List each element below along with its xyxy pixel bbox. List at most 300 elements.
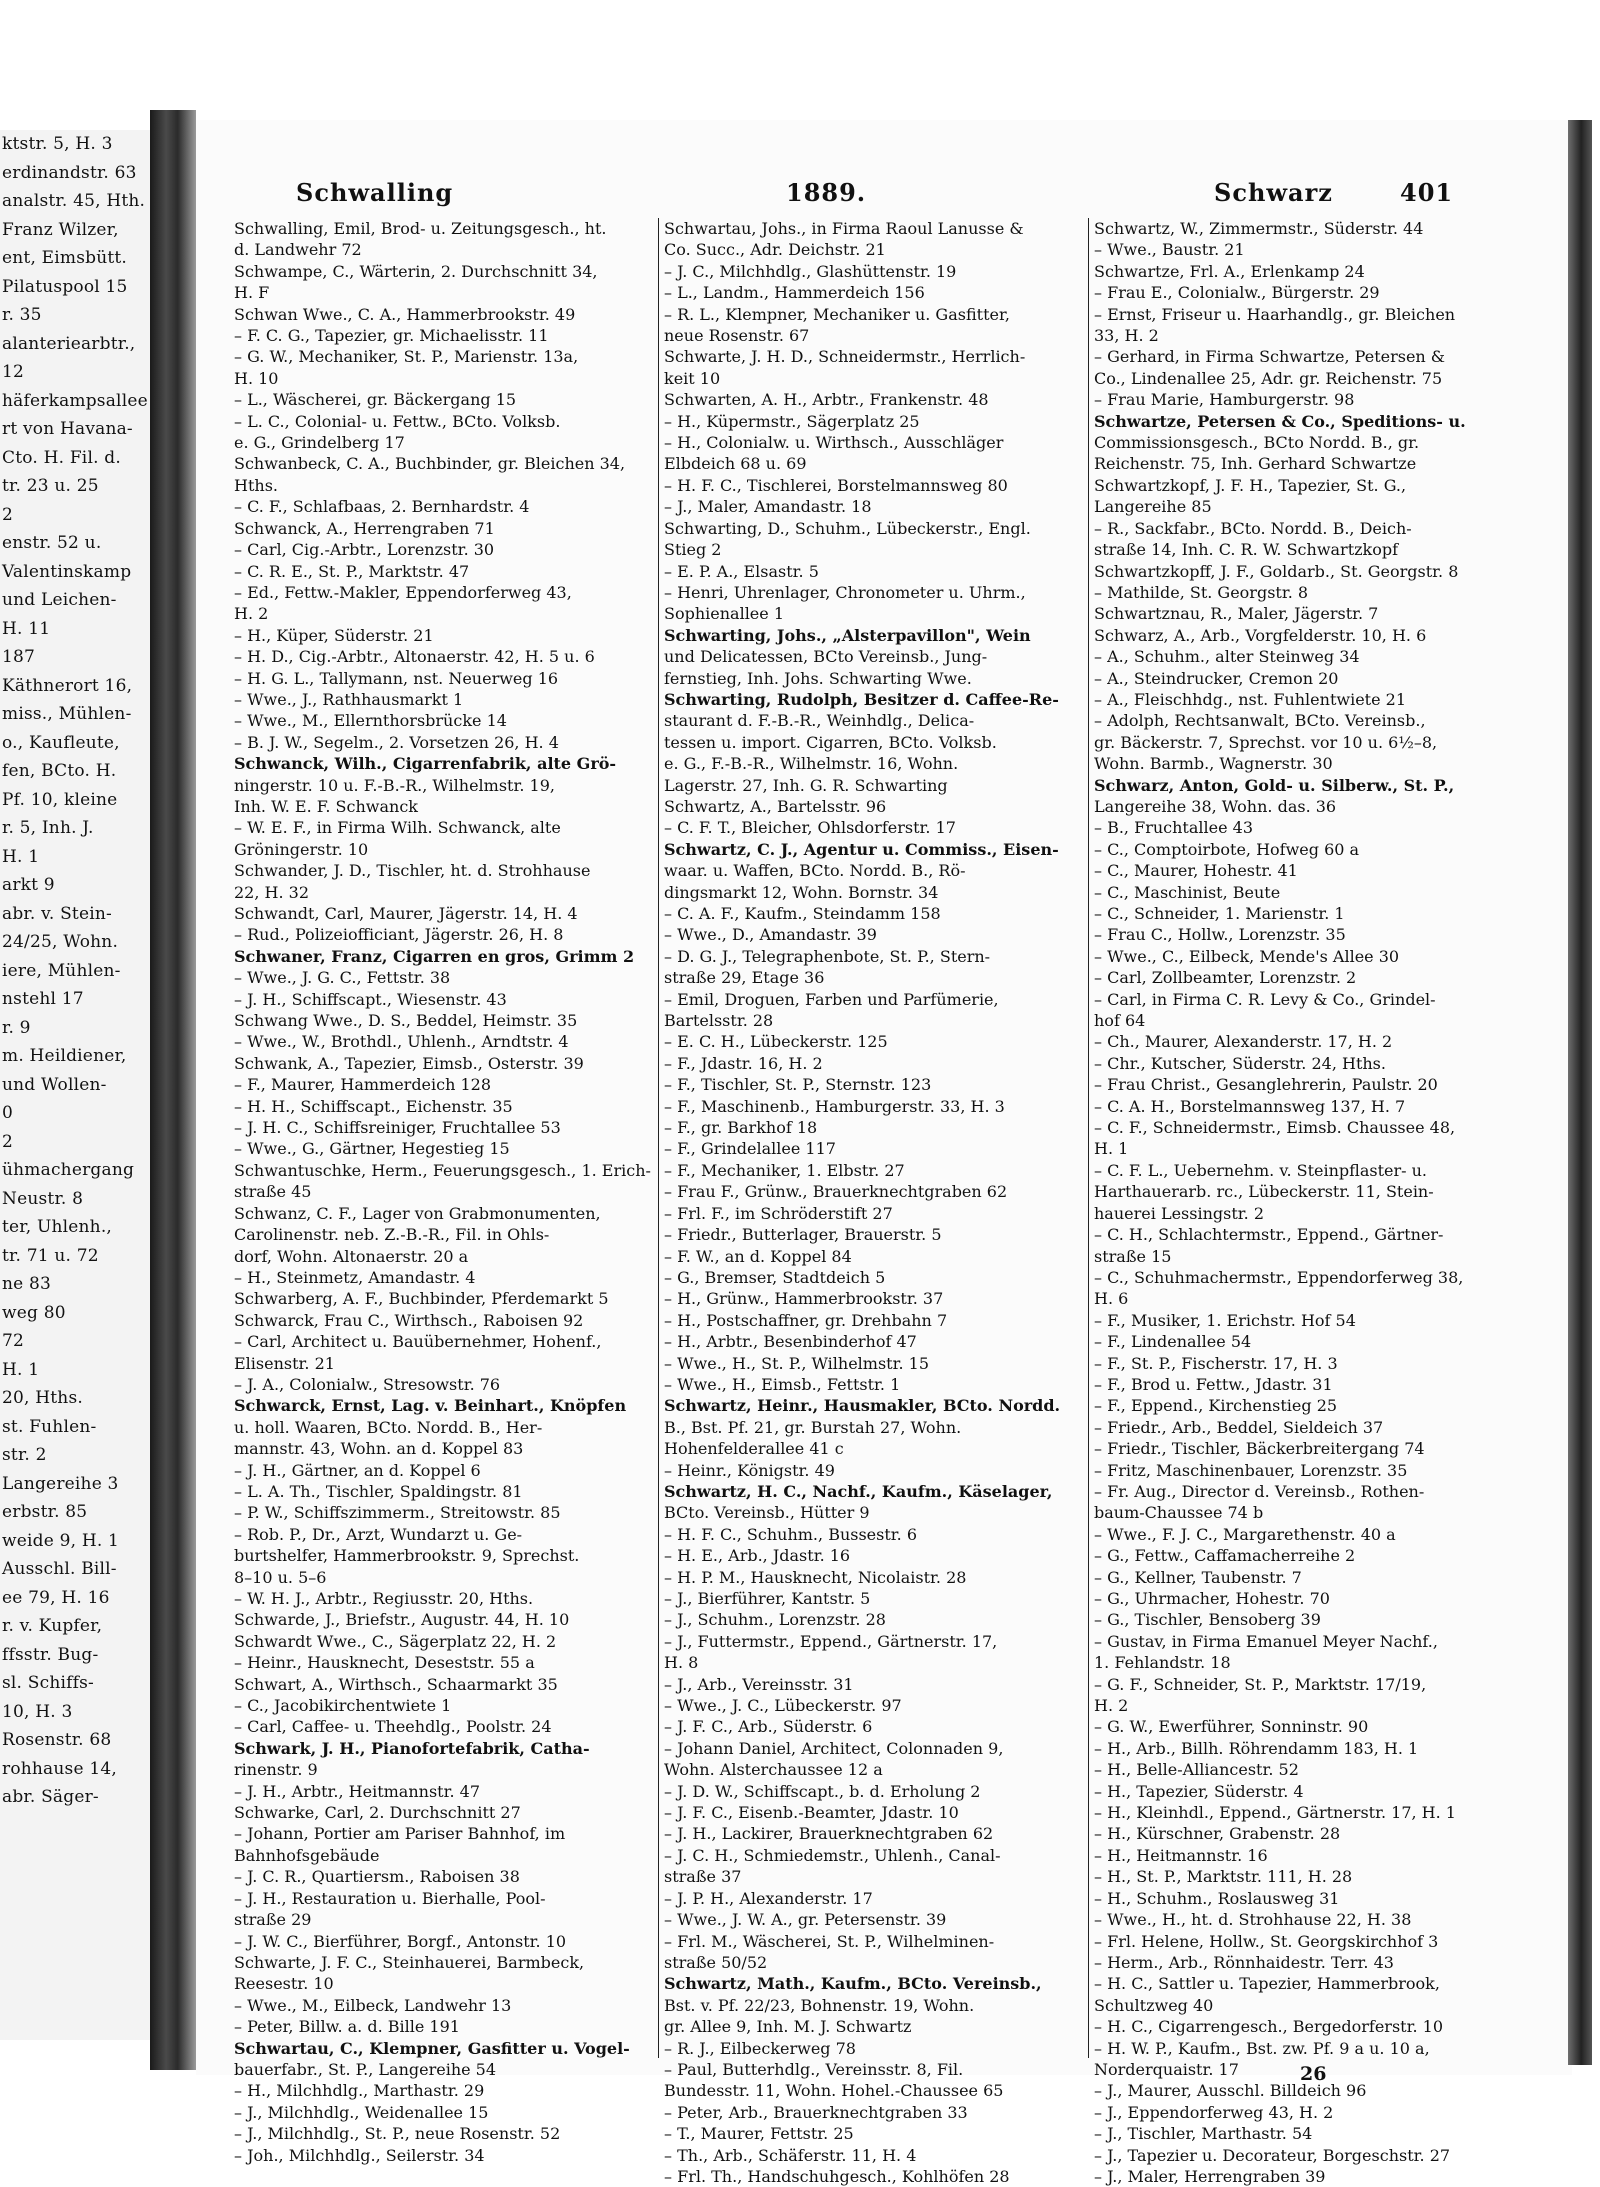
directory-entry: Schwarte, J. H. D., Schneidermstr., Herrlich- <box>664 347 1026 367</box>
directory-entry: Schwartz, C. J., Agentur u. Commiss., Eisen- <box>664 839 1059 859</box>
directory-entry: – E. C. H., Lübeckerstr. 125 <box>664 1032 888 1052</box>
directory-entry: Schwarz, Anton, Gold- u. Silberw., St. P., <box>1094 775 1455 795</box>
directory-entry: Schwander, J. D., Tischler, ht. d. Strohhause <box>234 861 591 881</box>
directory-entry: 1. Fehlandstr. 18 <box>1094 1653 1231 1673</box>
left-page-fragment: ter, Uhlenh., <box>2 1217 113 1237</box>
directory-entry: – Fritz, Maschinenbauer, Lorenzstr. 35 <box>1094 1460 1408 1480</box>
directory-entry: Schwardt Wwe., C., Sägerplatz 22, H. 2 <box>234 1631 557 1651</box>
left-page-fragment: m. Heildiener, <box>2 1046 127 1066</box>
directory-entry: – C., Maschinist, Beute <box>1094 882 1281 902</box>
left-page-fragment: H. 11 <box>2 618 51 639</box>
directory-entry: – H., Arbtr., Besenbinderhof 47 <box>664 1332 917 1352</box>
directory-entry: burtshelfer, Hammerbrookstr. 9, Sprechst. <box>234 1546 580 1566</box>
left-page-fragment: Rosenstr. 68 <box>2 1730 112 1750</box>
directory-entry: – R. J., Eilbeckerweg 78 <box>664 2038 856 2058</box>
directory-entry: – G. F., Schneider, St. P., Marktstr. 17/19, <box>1094 1674 1427 1694</box>
directory-page <box>196 120 1572 2186</box>
left-page-fragment: fen, BCto. H. <box>2 761 117 781</box>
directory-entry: dorf, Wohn. Altonaerstr. 20 a <box>234 1246 469 1266</box>
directory-entry: – Henri, Uhrenlager, Chronometer u. Uhrm., <box>664 582 1026 602</box>
directory-entry: – G., Tischler, Bensoberg 39 <box>1094 1610 1321 1630</box>
directory-entry: – L. C., Colonial- u. Fettw., BCto. Volksb. <box>234 411 561 431</box>
directory-entry: Co., Lindenallee 25, Adr. gr. Reichenstr. 75 <box>1094 368 1443 388</box>
directory-entry: Schwampe, C., Wärterin, 2. Durchschnitt 34, <box>234 261 598 281</box>
left-page-fragment: tr. 23 u. 25 <box>2 476 99 496</box>
directory-entry: Schultzweg 40 <box>1094 1995 1214 2015</box>
directory-entry: – C. A. H., Borstelmannsweg 137, H. 7 <box>1094 1096 1406 1116</box>
directory-entry: – C. R. E., St. P., Marktstr. 47 <box>234 561 470 581</box>
left-page-fragment: nstehl 17 <box>2 989 84 1009</box>
header-left-catchword: Schwalling <box>296 178 454 207</box>
directory-entry: – J. A., Colonialw., Stresowstr. 76 <box>234 1374 501 1394</box>
directory-entry: H. 2 <box>1094 1696 1129 1716</box>
directory-entry: Elbdeich 68 u. 69 <box>664 454 807 474</box>
directory-entry: Schwartz, Math., Kaufm., BCto. Vereinsb., <box>664 1974 1042 1994</box>
directory-entry: straße 45 <box>234 1182 312 1202</box>
directory-entry: Schwarz, A., Arb., Vorgfelderstr. 10, H. 6 <box>1094 625 1427 645</box>
directory-entry: bauerfabr., St. P., Langereihe 54 <box>234 2059 497 2079</box>
directory-entry: Harthauerarb. rc., Lübeckerstr. 11, Stein- <box>1094 1182 1434 1202</box>
directory-entry: Schwan Wwe., C. A., Hammerbrookstr. 49 <box>234 304 576 324</box>
left-page-fragment: Valentinskamp <box>2 561 132 582</box>
directory-entry: fernstieg, Inh. Johs. Schwarting Wwe. <box>664 668 972 688</box>
directory-entry: – J. H., Arbtr., Heitmannstr. 47 <box>234 1781 481 1801</box>
directory-entry: – J. P. H., Alexanderstr. 17 <box>664 1888 873 1908</box>
directory-entry: Schwark, J. H., Pianofortefabrik, Catha- <box>234 1738 590 1758</box>
directory-entry: – P. W., Schiffszimmerm., Streitowstr. 85 <box>234 1503 561 1523</box>
directory-entry: – Frl. F., im Schröderstift 27 <box>664 1203 893 1223</box>
directory-entry: – H. P. M., Hausknecht, Nicolaistr. 28 <box>664 1567 967 1587</box>
left-page-fragment: Cto. H. Fil. d. <box>2 447 121 468</box>
left-page-fragment: H. 1 <box>2 846 40 867</box>
left-page-fragment: arkt 9 <box>2 875 55 895</box>
directory-entry: Wohn. Alsterchaussee 12 a <box>664 1760 883 1780</box>
directory-entry: – J., Maler, Amandastr. 18 <box>664 497 872 517</box>
left-page-fragment: erdinandstr. 63 <box>2 162 137 183</box>
left-page-fragment: rohhause 14, <box>2 1758 117 1779</box>
column-1 <box>234 218 652 2166</box>
directory-entry: Carolinenstr. neb. Z.-B.-R., Fil. in Ohls- <box>234 1225 550 1245</box>
directory-entry: – H., Grünw., Hammerbrookstr. 37 <box>664 1289 944 1309</box>
left-page-fragment: str. 2 <box>2 1445 47 1465</box>
directory-entry: – G. W., Ewerführer, Sonninstr. 90 <box>1094 1717 1369 1737</box>
directory-entry: Bst. v. Pf. 22/23, Bohnenstr. 19, Wohn. <box>664 1995 975 2015</box>
directory-entry: – H., Colonialw. u. Wirthsch., Ausschläger <box>664 433 1004 453</box>
directory-entry: gr. Allee 9, Inh. M. J. Schwartz <box>664 2017 912 2037</box>
directory-entry: Schwartze, Frl. A., Erlenkamp 24 <box>1094 261 1365 281</box>
directory-entry: H. 10 <box>234 368 279 388</box>
directory-entry: – Carl, Caffee- u. Theehdlg., Poolstr. 24 <box>234 1717 552 1737</box>
directory-entry: Schwarke, Carl, 2. Durchschnitt 27 <box>234 1803 521 1823</box>
directory-entry: – F., Tischler, St. P., Sternstr. 123 <box>664 1075 932 1095</box>
directory-entry: – J., Tischler, Marthastr. 54 <box>1094 2124 1313 2144</box>
directory-entry: – G., Bremser, Stadtdeich 5 <box>664 1267 886 1287</box>
directory-entry: – J. H., Gärtner, an d. Koppel 6 <box>234 1460 481 1480</box>
directory-entry: Reichenstr. 75, Inh. Gerhard Schwartze <box>1094 454 1417 474</box>
directory-entry: baum-Chaussee 74 b <box>1094 1503 1264 1523</box>
left-page-fragment: Pilatuspool 15 <box>2 276 128 297</box>
directory-entry: Schwarting, Rudolph, Besitzer d. Caffee-Re- <box>664 689 1059 709</box>
left-page-fragment: 10, H. 3 <box>2 1701 73 1722</box>
directory-entry: mannstr. 43, Wohn. an d. Koppel 83 <box>234 1439 524 1459</box>
directory-entry: straße 14, Inh. C. R. W. Schwartzkopf <box>1094 540 1399 560</box>
directory-entry: Hths. <box>234 475 278 495</box>
directory-entry: H. F <box>234 283 270 303</box>
directory-entry: – A., Steindrucker, Cremon 20 <box>1094 668 1339 688</box>
left-page-fragment: ee 79, H. 16 <box>2 1587 110 1608</box>
directory-entry: – J. F. C., Eisenb.-Beamter, Jdastr. 10 <box>664 1803 959 1823</box>
left-page-fragment: 24/25, Wohn. <box>2 932 119 952</box>
directory-entry: – J. D. W., Schiffscapt., b. d. Erholung 2 <box>664 1781 981 1801</box>
directory-entry: – F., Maschinenb., Hamburgerstr. 33, H. 3 <box>664 1096 1005 1116</box>
directory-entry: – Heinr., Hausknecht, Deseststr. 55 a <box>234 1653 535 1673</box>
directory-entry: – G., Fettw., Caffamacherreihe 2 <box>1094 1546 1356 1566</box>
column-rule-1 <box>658 218 659 2058</box>
directory-entry: – F., Maurer, Hammerdeich 128 <box>234 1075 492 1095</box>
directory-entry: – C., Maurer, Hohestr. 41 <box>1094 861 1298 881</box>
directory-entry: – Peter, Arb., Brauerknechtgraben 33 <box>664 2102 968 2122</box>
directory-entry: – Wwe., Baustr. 21 <box>1094 240 1245 260</box>
directory-entry: – C. F., Schlafbaas, 2. Bernhardstr. 4 <box>234 497 530 517</box>
directory-entry: – Th., Arb., Schäferstr. 11, H. 4 <box>664 2145 917 2165</box>
directory-entry: – F., Jdastr. 16, H. 2 <box>664 1053 823 1073</box>
left-page-fragment: Käthnerort 16, <box>2 675 133 696</box>
directory-entry: – J. H., Schiffscapt., Wiesenstr. 43 <box>234 989 507 1009</box>
left-page-fragment: weg 80 <box>2 1302 66 1323</box>
directory-entry: Schwanck, Wilh., Cigarrenfabrik, alte Grö- <box>234 754 617 774</box>
directory-entry: – F., gr. Barkhof 18 <box>664 1118 818 1138</box>
left-page-fragment: r. 9 <box>2 1017 31 1038</box>
directory-entry: Schwaner, Franz, Cigarren en gros, Grimm 2 <box>234 946 635 966</box>
left-page-fragment: 0 <box>2 1103 14 1123</box>
directory-entry: – J. C. H., Schmiedemstr., Uhlenh., Canal- <box>664 1845 1001 1865</box>
left-page-fragment: ent, Eimsbütt. <box>2 248 128 268</box>
directory-entry: – Ch., Maurer, Alexanderstr. 17, H. 2 <box>1094 1032 1393 1052</box>
directory-entry: – Mathilde, St. Georgstr. 8 <box>1094 582 1309 602</box>
directory-entry: Schwarten, A. H., Arbtr., Frankenstr. 48 <box>664 390 989 410</box>
directory-entry: – Heinr., Königstr. 49 <box>664 1460 835 1480</box>
directory-entry: – Frl. Th., Handschuhgesch., Kohlhöfen 28 <box>664 2166 1010 2186</box>
directory-entry: – H., Postschaffner, gr. Drehbahn 7 <box>664 1310 948 1330</box>
directory-entry: – Joh., Milchhdlg., Seilerstr. 34 <box>234 2145 485 2165</box>
directory-entry: – F., Lindenallee 54 <box>1094 1332 1252 1352</box>
directory-entry: – Wwe., C., Eilbeck, Mende's Allee 30 <box>1094 946 1400 966</box>
directory-entry: Schwanck, A., Herrengraben 71 <box>234 518 495 538</box>
directory-entry: Schwartau, C., Klempner, Gasfitter u. Vogel- <box>234 2038 630 2058</box>
left-page-fragment: ne 83 <box>2 1274 52 1294</box>
directory-entry: – J. W. C., Bierführer, Borgf., Antonstr. 10 <box>234 1931 567 1951</box>
directory-entry: – G., Kellner, Taubenstr. 7 <box>1094 1567 1302 1587</box>
directory-entry: ningerstr. 10 u. F.-B.-R., Wilhelmstr. 19, <box>234 775 555 795</box>
directory-entry: – R., Sackfabr., BCto. Nordd. B., Deich- <box>1094 518 1412 538</box>
directory-entry: – Wwe., D., Amandastr. 39 <box>664 925 877 945</box>
directory-entry: – C. F., Schneidermstr., Eimsb. Chaussee 48, <box>1094 1118 1456 1138</box>
directory-entry: – Carl, Architect u. Bauübernehmer, Hohenf., <box>234 1332 602 1352</box>
directory-entry: – B. J. W., Segelm., 2. Vorsetzen 26, H. 4 <box>234 732 559 752</box>
directory-entry: Schwartz, H. C., Nachf., Kaufm., Käselager, <box>664 1481 1053 1501</box>
directory-entry: – C., Comptoirbote, Hofweg 60 a <box>1094 839 1360 859</box>
directory-entry: hauerei Lessingstr. 2 <box>1094 1203 1264 1223</box>
directory-entry: – H. G. L., Tallymann, nst. Neuerweg 16 <box>234 668 559 688</box>
left-page-fragment: 187 <box>2 647 36 667</box>
directory-entry: – Paul, Butterhdlg., Vereinsstr. 8, Fil. <box>664 2059 964 2079</box>
directory-entry: – Adolph, Rechtsanwalt, BCto. Vereinsb., <box>1094 711 1426 731</box>
column-2 <box>664 218 1082 2187</box>
left-page-fragment: erbstr. 85 <box>2 1502 88 1522</box>
directory-entry: – W. H. J., Arbtr., Regiusstr. 20, Hths. <box>234 1589 534 1608</box>
directory-entry: – H., Milchhdlg., Marthastr. 29 <box>234 2081 485 2101</box>
directory-entry: tessen u. import. Cigarren, BCto. Volksb. <box>664 732 997 752</box>
directory-entry: – Johann, Portier am Pariser Bahnhof, im <box>234 1824 566 1844</box>
directory-entry: BCto. Vereinsb., Hütter 9 <box>664 1503 870 1523</box>
left-page-fragment: Neustr. 8 <box>2 1188 84 1209</box>
left-page-fragment: 2 <box>2 504 14 525</box>
directory-entry: – H., Schuhm., Roslausweg 31 <box>1094 1888 1340 1908</box>
directory-entry: Schwarde, J., Briefstr., Augustr. 44, H. 10 <box>234 1610 570 1630</box>
directory-entry: Schwarck, Frau C., Wirthsch., Raboisen 92 <box>234 1310 584 1330</box>
directory-entry: Bahnhofsgebäude <box>234 1845 380 1865</box>
directory-entry: rinenstr. 9 <box>234 1760 318 1780</box>
directory-entry: – F. C. G., Tapezier, gr. Michaelisstr. 11 <box>234 326 549 346</box>
directory-entry: Schwandt, Carl, Maurer, Jägerstr. 14, H. 4 <box>234 904 578 923</box>
directory-entry: – H., Arb., Billh. Röhrendamm 183, H. 1 <box>1094 1738 1419 1758</box>
directory-entry: – H. F. C., Schuhm., Bussestr. 6 <box>664 1524 918 1544</box>
directory-entry: – J. F. C., Arb., Süderstr. 6 <box>664 1717 873 1737</box>
directory-entry: – C., Schneider, 1. Marienstr. 1 <box>1094 904 1345 923</box>
directory-entry: – C. H., Schlachtermstr., Eppend., Gärtner- <box>1094 1225 1444 1245</box>
directory-entry: Schwartz, A., Bartelsstr. 96 <box>664 796 887 816</box>
directory-entry: Schwank, A., Tapezier, Eimsb., Osterstr. 39 <box>234 1053 584 1073</box>
left-page-fragment: weide 9, H. 1 <box>2 1530 120 1551</box>
directory-entry: – H. D., Cig.-Arbtr., Altonaerstr. 42, H. 5 u. 6 <box>234 647 595 667</box>
directory-entry: – Frau C., Hollw., Lorenzstr. 35 <box>1094 925 1346 945</box>
running-header <box>196 178 1572 214</box>
directory-entry: – C., Jacobikirchentwiete 1 <box>234 1696 452 1716</box>
directory-entry: Gröningerstr. 10 <box>234 839 369 859</box>
header-year: 1889. <box>786 178 867 207</box>
directory-entry: Schwalling, Emil, Brod- u. Zeitungsgesch., ht. <box>234 219 607 238</box>
directory-entry: staurant d. F.-B.-R., Weinhdlg., Delica- <box>664 711 975 731</box>
directory-entry: – Emil, Droguen, Farben und Parfümerie, <box>664 989 999 1009</box>
left-page-fragment: Franz Wilzer, <box>2 219 119 240</box>
directory-entry: Schwartznau, R., Maler, Jägerstr. 7 <box>1094 604 1379 624</box>
directory-entry: Schwarberg, A. F., Buchbinder, Pferdemarkt 5 <box>234 1289 609 1309</box>
left-page-fragment: ühmachergang <box>2 1160 135 1180</box>
left-page-fragment: sl. Schiffs- <box>2 1673 94 1693</box>
directory-entry: Schwartau, Johs., in Firma Raoul Lanusse & <box>664 219 1024 238</box>
directory-entry: – Wwe., H., ht. d. Strohhause 22, H. 38 <box>1094 1910 1412 1930</box>
directory-entry: – H. C., Cigarrengesch., Bergedorferstr. 10 <box>1094 2017 1444 2037</box>
directory-entry: – C. F. L., Uebernehm. v. Steinpflaster- u. <box>1094 1160 1428 1180</box>
directory-entry: – Herm., Arb., Rönnhaidestr. Terr. 43 <box>1094 1952 1394 1972</box>
directory-entry: – Gerhard, in Firma Schwartze, Petersen & <box>1094 347 1446 367</box>
directory-entry: H. 1 <box>1094 1139 1129 1159</box>
directory-entry: – J., Bierführer, Kantstr. 5 <box>664 1589 871 1608</box>
left-page-fragment: enstr. 52 u. <box>2 533 102 553</box>
directory-entry: – Carl, Cig.-Arbtr., Lorenzstr. 30 <box>234 540 495 560</box>
directory-entry: Schwanbeck, C. A., Buchbinder, gr. Bleichen 34, <box>234 454 626 474</box>
directory-entry: – A., Fleischhdg., nst. Fuhlentwiete 21 <box>1094 689 1406 709</box>
directory-entry: H. 8 <box>664 1653 699 1673</box>
left-page-fragment: alanteriearbtr., <box>2 333 136 354</box>
directory-entry: – Wwe., M., Ellernthorsbrücke 14 <box>234 711 507 731</box>
left-page-fragment: 72 <box>2 1331 25 1351</box>
directory-entry: – H., Belle-Alliancestr. 52 <box>1094 1760 1299 1780</box>
signature-mark: 26 <box>1300 2063 1327 2085</box>
left-page-fragment: tr. 71 u. 72 <box>2 1245 99 1266</box>
left-page-fragment: st. Fuhlen- <box>2 1416 97 1437</box>
left-page-fragment: abr. Säger- <box>2 1787 99 1807</box>
directory-entry: – Frau F., Grünw., Brauerknechtgraben 62 <box>664 1182 1008 1202</box>
page-number: 401 <box>1400 178 1454 207</box>
directory-entry: – L. A. Th., Tischler, Spaldingstr. 81 <box>234 1481 523 1501</box>
directory-entry: Norderquaistr. 17 <box>1094 2059 1239 2079</box>
directory-entry: – Fr. Aug., Director d. Vereinsb., Rothen- <box>1094 1481 1425 1501</box>
directory-entry: – J., Milchhdlg., St. P., neue Rosenstr. 52 <box>234 2124 561 2144</box>
column-3 <box>1094 218 1512 2187</box>
directory-entry: – H., Tapezier, Süderstr. 4 <box>1094 1781 1304 1801</box>
directory-entry: – J., Schuhm., Lorenzstr. 28 <box>664 1610 886 1630</box>
left-page-fragment: rt von Havana- <box>2 419 133 439</box>
directory-entry: – G., Uhrmacher, Hohestr. 70 <box>1094 1589 1330 1608</box>
directory-entry: – H., St. P., Marktstr. 111, H. 28 <box>1094 1867 1353 1887</box>
directory-entry: – G. W., Mechaniker, St. P., Marienstr. 13a, <box>234 347 579 367</box>
directory-entry: – H. F. C., Tischlerei, Borstelmannsweg 80 <box>664 475 1008 495</box>
directory-entry: – L., Wäscherei, gr. Bäckergang 15 <box>234 390 517 410</box>
directory-entry: – T., Maurer, Fettstr. 25 <box>664 2124 854 2144</box>
directory-entry: – J., Maler, Herrengraben 39 <box>1094 2166 1326 2186</box>
directory-entry: d. Landwehr 72 <box>234 240 362 260</box>
directory-entry: Langereihe 85 <box>1094 497 1212 517</box>
directory-entry: B., Bst. Pf. 21, gr. Burstah 27, Wohn. <box>664 1417 962 1437</box>
directory-entry: – F., Mechaniker, 1. Elbstr. 27 <box>664 1160 905 1180</box>
directory-entry: Schwarte, J. F. C., Steinhauerei, Barmbeck, <box>234 1952 585 1972</box>
directory-entry: – H., Kleinhdl., Eppend., Gärtnerstr. 17, H. 1 <box>1094 1803 1456 1823</box>
directory-entry: – J. C. R., Quartiersm., Raboisen 38 <box>234 1867 520 1887</box>
directory-entry: – H. W. P., Kaufm., Bst. zw. Pf. 9 a u. 10 a, <box>1094 2038 1430 2058</box>
directory-entry: – Peter, Billw. a. d. Bille 191 <box>234 2017 460 2037</box>
directory-entry: straße 15 <box>1094 1246 1172 1266</box>
directory-entry: Schwartzkopf, J. F. H., Tapezier, St. G., <box>1094 475 1407 495</box>
directory-entry: straße 29, Etage 36 <box>664 968 825 988</box>
directory-entry: Bartelsstr. 28 <box>664 1011 774 1031</box>
column-rule-2 <box>1088 218 1089 2058</box>
directory-entry: – H. E., Arb., Jdastr. 16 <box>664 1546 851 1566</box>
directory-entry: – Wwe., J. W. A., gr. Petersenstr. 39 <box>664 1910 947 1930</box>
directory-entry: Schwartze, Petersen & Co., Speditions- u. <box>1094 411 1466 431</box>
directory-entry: – Rud., Polizeiofficiant, Jägerstr. 26, H. 8 <box>234 925 564 945</box>
directory-entry: Bundesstr. 11, Wohn. Hohel.-Chaussee 65 <box>664 2081 1004 2101</box>
directory-entry: – J., Maurer, Ausschl. Billdeich 96 <box>1094 2081 1367 2101</box>
directory-entry: Hohenfelderallee 41 c <box>664 1439 844 1459</box>
directory-entry: H. 2 <box>234 604 269 624</box>
left-page-fragment: und Leichen- <box>2 590 117 610</box>
directory-entry: – C., Schuhmachermstr., Eppendorferweg 38, <box>1094 1267 1464 1287</box>
directory-entry: 33, H. 2 <box>1094 326 1159 346</box>
directory-entry: Schwanz, C. F., Lager von Grabmonumenten, <box>234 1203 601 1223</box>
left-page-fragment: r. 35 <box>2 305 42 325</box>
directory-entry: Elisenstr. 21 <box>234 1353 335 1373</box>
directory-entry: – L., Landm., Hammerdeich 156 <box>664 283 925 303</box>
directory-entry: – H. H., Schiffscapt., Eichenstr. 35 <box>234 1096 513 1116</box>
directory-entry: – Frau Christ., Gesanglehrerin, Paulstr. 20 <box>1094 1075 1438 1095</box>
left-page-fragment: H. 1 <box>2 1359 40 1380</box>
left-page-fragment: iere, Mühlen- <box>2 960 121 981</box>
directory-entry: – R. L., Klempner, Mechaniker u. Gasfitter, <box>664 304 1010 324</box>
directory-entry: – H., Kürschner, Grabenstr. 28 <box>1094 1824 1341 1844</box>
directory-entry: – Wwe., H., Eimsb., Fettstr. 1 <box>664 1374 901 1394</box>
directory-entry: – Friedr., Butterlager, Brauerstr. 5 <box>664 1225 942 1245</box>
directory-entry: 22, H. 32 <box>234 882 310 902</box>
left-page-fragment: r. v. Kupfer, <box>2 1616 103 1636</box>
directory-entry: keit 10 <box>664 368 721 388</box>
directory-entry: – H., Küpermstr., Sägerplatz 25 <box>664 411 920 431</box>
directory-entry: Schwarting, Johs., „Alsterpavillon", Wein <box>664 625 1031 645</box>
directory-entry: – J., Arb., Vereinsstr. 31 <box>664 1674 854 1694</box>
directory-entry: Schwarting, D., Schuhm., Lübeckerstr., Engl. <box>664 518 1031 538</box>
directory-entry: u. holl. Waaren, BCto. Nordd. B., Her- <box>234 1417 543 1437</box>
directory-entry: Schwarck, Ernst, Lag. v. Beinhart., Knöpfen <box>234 1396 627 1416</box>
directory-entry: Sophienallee 1 <box>664 604 785 624</box>
left-page-fragment: analstr. 45, Hth. <box>2 191 146 211</box>
left-page-fragment: 12 <box>2 362 25 382</box>
directory-entry: – F. W., an d. Koppel 84 <box>664 1246 852 1266</box>
directory-entry: Schwart, A., Wirthsch., Schaarmarkt 35 <box>234 1674 558 1694</box>
directory-entry: Langereihe 38, Wohn. das. 36 <box>1094 796 1337 816</box>
directory-entry: – D. G. J., Telegraphenbote, St. P., Stern- <box>664 946 991 966</box>
left-page-fragment: Pf. 10, kleine <box>2 789 118 810</box>
left-page-fragment: abr. v. Stein- <box>2 903 112 924</box>
header-right-catchword: Schwarz <box>1214 178 1333 207</box>
left-page-fragment: ffsstr. Bug- <box>2 1644 99 1665</box>
book-gutter <box>150 110 196 2070</box>
directory-entry: – F., Musiker, 1. Erichstr. Hof 54 <box>1094 1310 1356 1330</box>
directory-entry: straße 29 <box>234 1910 312 1930</box>
directory-entry: – F., Brod u. Fettw., Jdastr. 31 <box>1094 1374 1333 1394</box>
right-page-edge <box>1568 120 1592 2065</box>
directory-entry: – F., Grindelallee 117 <box>664 1139 836 1159</box>
directory-entry: – J. H., Lackirer, Brauerknechtgraben 62 <box>664 1824 994 1844</box>
directory-entry: neue Rosenstr. 67 <box>664 326 810 346</box>
directory-entry: Lagerstr. 27, Inh. G. R. Schwarting <box>664 775 948 795</box>
directory-entry: – Frl. Helene, Hollw., St. Georgskirchhof 3 <box>1094 1931 1439 1951</box>
directory-entry: Inh. W. E. F. Schwanck <box>234 796 418 816</box>
directory-entry: Reesestr. 10 <box>234 1974 334 1994</box>
directory-entry: – B., Fruchtallee 43 <box>1094 818 1254 838</box>
directory-entry: Schwantuschke, Herm., Feuerungsgesch., 1. Erich- <box>234 1160 651 1180</box>
directory-entry: – Carl, Zollbeamter, Lorenzstr. 2 <box>1094 968 1357 988</box>
directory-entry: Schwang Wwe., D. S., Beddel, Heimstr. 35 <box>234 1011 578 1031</box>
left-page-fragment: und Wollen- <box>2 1074 107 1095</box>
directory-entry: – Wwe., J. G. C., Fettstr. 38 <box>234 968 451 988</box>
directory-entry: – W. E. F., in Firma Wilh. Schwanck, alte <box>234 818 561 838</box>
directory-entry: dingsmarkt 12, Wohn. Bornstr. 34 <box>664 882 939 902</box>
directory-entry: – Johann Daniel, Architect, Colonnaden 9, <box>664 1738 1004 1758</box>
directory-entry: – F., Eppend., Kirchenstieg 25 <box>1094 1396 1338 1416</box>
directory-entry: gr. Bäckerstr. 7, Sprechst. vor 10 u. 6½–8, <box>1094 732 1438 752</box>
left-page-edge <box>0 130 150 2040</box>
directory-entry: – J. H., Restauration u. Bierhalle, Pool- <box>234 1888 546 1908</box>
directory-entry: H. 6 <box>1094 1289 1129 1309</box>
directory-entry: Stieg 2 <box>664 540 722 560</box>
directory-entry: – F., St. P., Fischerstr. 17, H. 3 <box>1094 1353 1338 1373</box>
directory-entry: – Wwe., H., St. P., Wilhelmstr. 15 <box>664 1353 930 1373</box>
directory-entry: e. G., Grindelberg 17 <box>234 433 405 453</box>
left-page-fragment: 2 <box>2 1131 14 1152</box>
directory-entry: – H. C., Sattler u. Tapezier, Hammerbrook, <box>1094 1974 1440 1994</box>
directory-entry: – Wwe., G., Gärtner, Hegestieg 15 <box>234 1139 510 1159</box>
directory-entry: – J. C., Milchhdlg., Glashüttenstr. 19 <box>664 261 957 281</box>
